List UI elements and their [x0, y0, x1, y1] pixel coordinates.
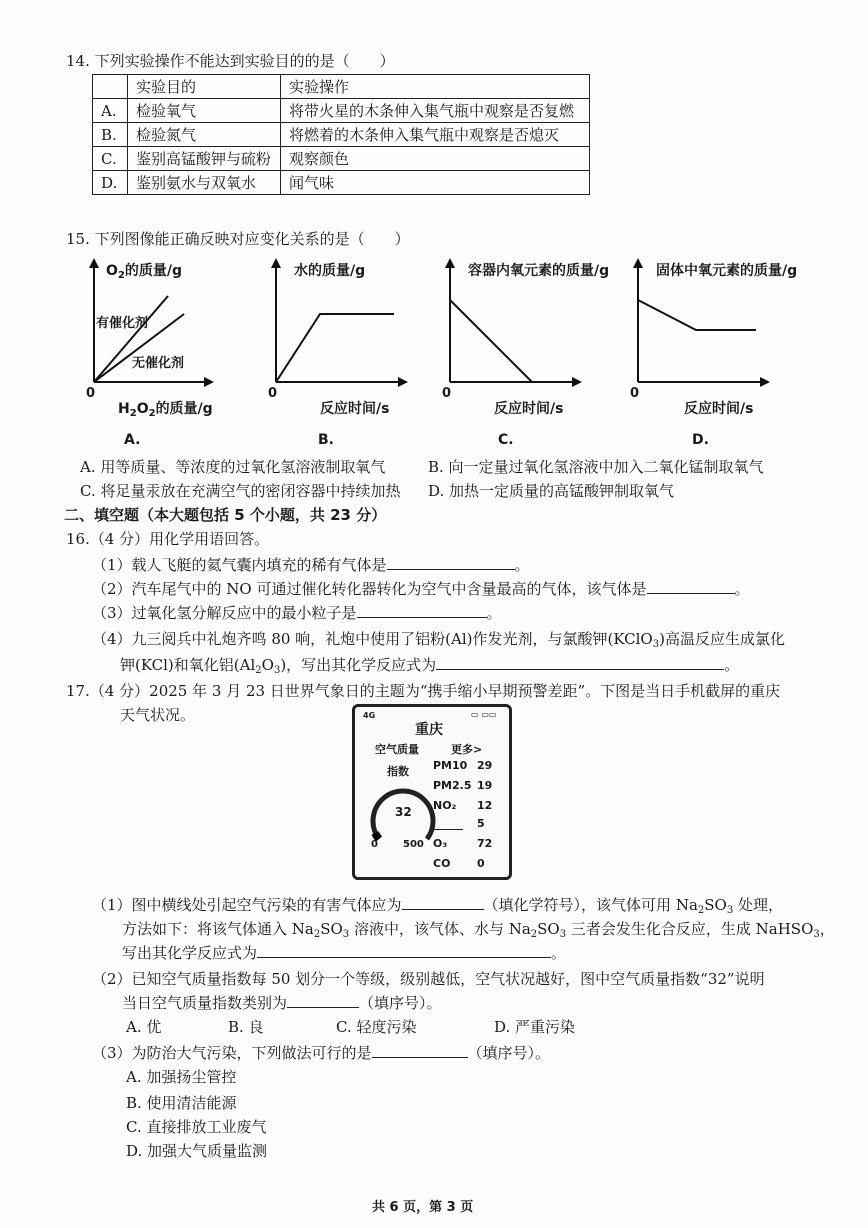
xlabel-sub: 2 — [129, 408, 137, 419]
scale-max: 500 — [403, 839, 424, 850]
table-cell: B. — [93, 123, 128, 147]
q17-option: D. 严重污染 — [494, 1018, 576, 1036]
city-name: 重庆 — [415, 722, 443, 738]
question-text: SO — [537, 920, 560, 938]
aqi-label: 空气质量 — [375, 743, 419, 756]
subscript: 3 — [342, 929, 350, 940]
q17-option: C. 直接排放工业废气 — [126, 1118, 267, 1136]
q15-option-d: D. 加热一定质量的高锰酸钾制取氧气 — [428, 482, 675, 500]
pollutant-value: 19 — [477, 779, 493, 792]
line-label-catalyst: 有催化剂 — [96, 316, 149, 331]
ylabel-part: O — [106, 263, 118, 279]
question-text: （填序号）。 — [467, 1044, 551, 1062]
graph-b-letter: B. — [318, 432, 334, 448]
pollutant-name: PM2.5 — [433, 779, 472, 792]
q17-stem-line1: 17.（4 分）2025 年 3 月 23 日世界气象日的主题为“携手缩小早期预警差距”。下图是当日手机截屏的重庆 — [66, 682, 781, 700]
subscript: 3 — [813, 929, 820, 940]
q17-option: A. 加强扬尘管控 — [126, 1068, 237, 1086]
punctuation: 。 — [486, 604, 502, 622]
q17-option: D. 加强大气质量监测 — [126, 1142, 268, 1160]
table-cell — [93, 75, 128, 99]
answer-blank[interactable] — [402, 895, 484, 910]
question-text: 溶液中，该气体、水与 Na — [349, 920, 531, 938]
question-text: 处理， — [733, 896, 783, 914]
pollutant-name: CO — [433, 857, 451, 870]
section-heading: 二、填空题（本大题包括 5 个小题，共 23 分） — [64, 506, 387, 524]
punctuation: 。 — [724, 656, 740, 674]
q15-stem: 15. 下列图像能正确反映对应变化关系的是（ ） — [66, 230, 410, 248]
graph-d-letter: D. — [692, 432, 709, 448]
table-header: 实验目的 — [128, 75, 281, 99]
graph-b-xlabel: 反应时间/s — [320, 401, 390, 417]
table-cell: A. — [93, 99, 128, 123]
aqi-label-index: 指数 — [387, 765, 409, 778]
question-text: SO — [320, 920, 343, 938]
graph-c — [436, 258, 636, 448]
subscript: 2 — [313, 929, 321, 940]
xlabel-part: O — [136, 401, 149, 417]
question-text: （填序号）。 — [359, 994, 442, 1012]
q16-part-1 — [92, 554, 530, 575]
answer-blank[interactable] — [647, 579, 735, 594]
subscript: 2 — [697, 905, 705, 916]
subscript: 3 — [273, 665, 281, 676]
table-row — [93, 147, 590, 171]
question-text: O — [261, 656, 274, 674]
graph-a-ylabel — [106, 260, 182, 281]
line-label-no-catalyst: 无催化剂 — [132, 356, 185, 371]
question-text: （1）载人飞艇的氦气囊内填充的稀有气体是 — [92, 556, 387, 574]
table-header-row — [93, 75, 590, 99]
question-text: （1）图中横线处引起空气污染的有害气体应为 — [92, 896, 402, 914]
table-cell: 将燃着的木条伸入集气瓶中观察是否熄灭 — [281, 123, 590, 147]
table-cell: 将带火星的木条伸入集气瓶中观察是否复燃 — [281, 99, 590, 123]
question-text: )高温反应生成氯化 — [659, 630, 785, 648]
graph-a-letter: A. — [124, 432, 141, 448]
answer-blank[interactable] — [287, 993, 359, 1008]
table-cell: 鉴别高锰酸钾与硫粉 — [128, 147, 281, 171]
pollutant-value: 12 — [477, 799, 493, 812]
blank-pollutant-line — [433, 829, 463, 830]
origin-label: 0 — [86, 386, 96, 401]
q17-part-2a: （2）已知空气质量指数每 50 划分一个等级，级别越低，空气状况越好，图中空气质量指数“32”说明 — [92, 970, 765, 988]
pollutant-name: NO₂ — [433, 799, 457, 812]
graph-a — [78, 258, 278, 448]
q15-option-b: B. 向一定量过氧化氢溶液中加入二氧化锰制取氧气 — [428, 458, 764, 476]
answer-blank[interactable] — [387, 555, 515, 570]
q16-part-4a — [92, 628, 785, 650]
q15-option-c: C. 将足量汞放在充满空气的密闭容器中持续加热 — [80, 482, 401, 500]
pollutant-name: PM10 — [433, 759, 468, 772]
status-signal: 4G — [363, 711, 376, 720]
table-cell: 检验氧气 — [128, 99, 281, 123]
ylabel-sub: 2 — [117, 270, 125, 281]
graph-c-ylabel: 容器内氧元素的质量/g — [468, 263, 610, 279]
table-cell: 观察颜色 — [281, 147, 590, 171]
table-cell: D. — [93, 171, 128, 195]
table-row — [93, 171, 590, 195]
subscript: 3 — [559, 929, 567, 940]
table-cell: 检验氮气 — [128, 123, 281, 147]
q17-option: B. 使用清洁能源 — [126, 1094, 237, 1112]
q16-part-3 — [92, 602, 502, 623]
q15-option-a: A. 用等质量、等浓度的过氧化氢溶液制取氧气 — [80, 458, 386, 476]
q17-part-2b — [122, 992, 442, 1013]
punctuation: 。 — [514, 556, 530, 574]
q17-part-1a — [92, 894, 783, 916]
q16-stem: 16.（4 分）用化学用语回答。 — [66, 530, 270, 548]
question-text: 写出其化学反应式为 — [122, 944, 258, 962]
question-text: （3）过氧化氢分解反应中的最小粒子是 — [92, 604, 357, 622]
question-text: ， — [819, 920, 835, 938]
q14-stem: 14. 下列实验操作不能达到实验目的的是（ ） — [66, 52, 395, 70]
graph-c-xlabel: 反应时间/s — [494, 401, 564, 417]
phone-screenshot — [352, 704, 512, 880]
table-cell: 鉴别氨水与双氧水 — [128, 171, 281, 195]
scale-min: 0 — [371, 839, 378, 850]
q17-part-1c — [122, 942, 566, 963]
q14-table — [92, 74, 590, 195]
subscript: 3 — [652, 639, 660, 650]
pollutant-name: O₃ — [433, 837, 448, 850]
pollutant-value: 5 — [477, 817, 485, 830]
pollutant-value: 0 — [477, 857, 485, 870]
answer-blank[interactable] — [257, 943, 551, 958]
graph-d-ylabel: 固体中氧元素的质量/g — [656, 263, 798, 279]
answer-blank[interactable] — [357, 603, 487, 618]
subscript: 3 — [726, 905, 734, 916]
origin-label: 0 — [630, 386, 640, 401]
subscript: 2 — [255, 665, 262, 676]
question-text: 钾(KCl)和氧化铝(Al — [120, 656, 256, 674]
xlabel-part: H — [118, 401, 130, 417]
page-footer: 共 6 页，第 3 页 — [372, 1200, 474, 1215]
q16-part-4b — [120, 654, 739, 676]
origin-label: 0 — [442, 386, 452, 401]
table-cell: C. — [93, 147, 128, 171]
question-text: 当日空气质量指数类别为 — [122, 994, 288, 1012]
graph-a-xlabel — [118, 398, 213, 419]
table-cell: 闻气味 — [281, 171, 590, 195]
question-text: （4）九三阅兵中礼炮齐鸣 80 响，礼炮中使用了铝粉(Al)作发光剂，与氯酸钾(KClO — [92, 630, 653, 648]
graph-b — [262, 258, 462, 448]
graph-d-xlabel: 反应时间/s — [684, 401, 754, 417]
question-text: （2）汽车尾气中的 NO 可通过催化转化器转化为空气中含量最高的气体，该气体是 — [92, 580, 647, 598]
pollutant-value: 29 — [477, 759, 493, 772]
question-text: （填化学符号），该气体可用 Na — [483, 896, 698, 914]
question-text: 三者会发生化合反应，生成 NaHSO — [566, 920, 814, 938]
subscript: 2 — [530, 929, 538, 940]
punctuation: 。 — [734, 580, 750, 598]
answer-blank[interactable] — [372, 1043, 468, 1058]
question-text: )，写出其化学反应式为 — [280, 656, 437, 674]
q17-stem-line2: 天气状况。 — [120, 706, 196, 724]
q17-part-1b — [122, 918, 835, 940]
table-row — [93, 99, 590, 123]
graph-d — [624, 258, 824, 448]
question-text: （3）为防治大气污染，下列做法可行的是 — [92, 1044, 372, 1062]
more-link[interactable]: 更多> — [451, 743, 483, 756]
xlabel-sub: 2 — [148, 408, 156, 419]
q17-part-3 — [92, 1042, 550, 1063]
q17-option: B. 良 — [228, 1018, 264, 1036]
ylabel-part: 的质量/g — [124, 263, 183, 279]
question-text: 方法如下：将该气体通入 Na — [122, 920, 314, 938]
punctuation: 。 — [551, 944, 567, 962]
table-header: 实验操作 — [281, 75, 590, 99]
pollutant-value: 72 — [477, 837, 493, 850]
table-row — [93, 123, 590, 147]
q17-option: A. 优 — [126, 1018, 162, 1036]
answer-blank[interactable] — [436, 655, 724, 670]
graph-c-letter: C. — [498, 432, 514, 448]
graph-b-ylabel: 水的质量/g — [294, 263, 366, 279]
xlabel-part: 的质量/g — [155, 401, 213, 417]
status-battery-icon: ▭ ▭▭ — [471, 710, 497, 719]
q17-option: C. 轻度污染 — [336, 1018, 417, 1036]
question-text: SO — [704, 896, 727, 914]
origin-label: 0 — [268, 386, 278, 401]
aqi-value: 32 — [395, 805, 412, 819]
q16-part-2 — [92, 578, 750, 599]
